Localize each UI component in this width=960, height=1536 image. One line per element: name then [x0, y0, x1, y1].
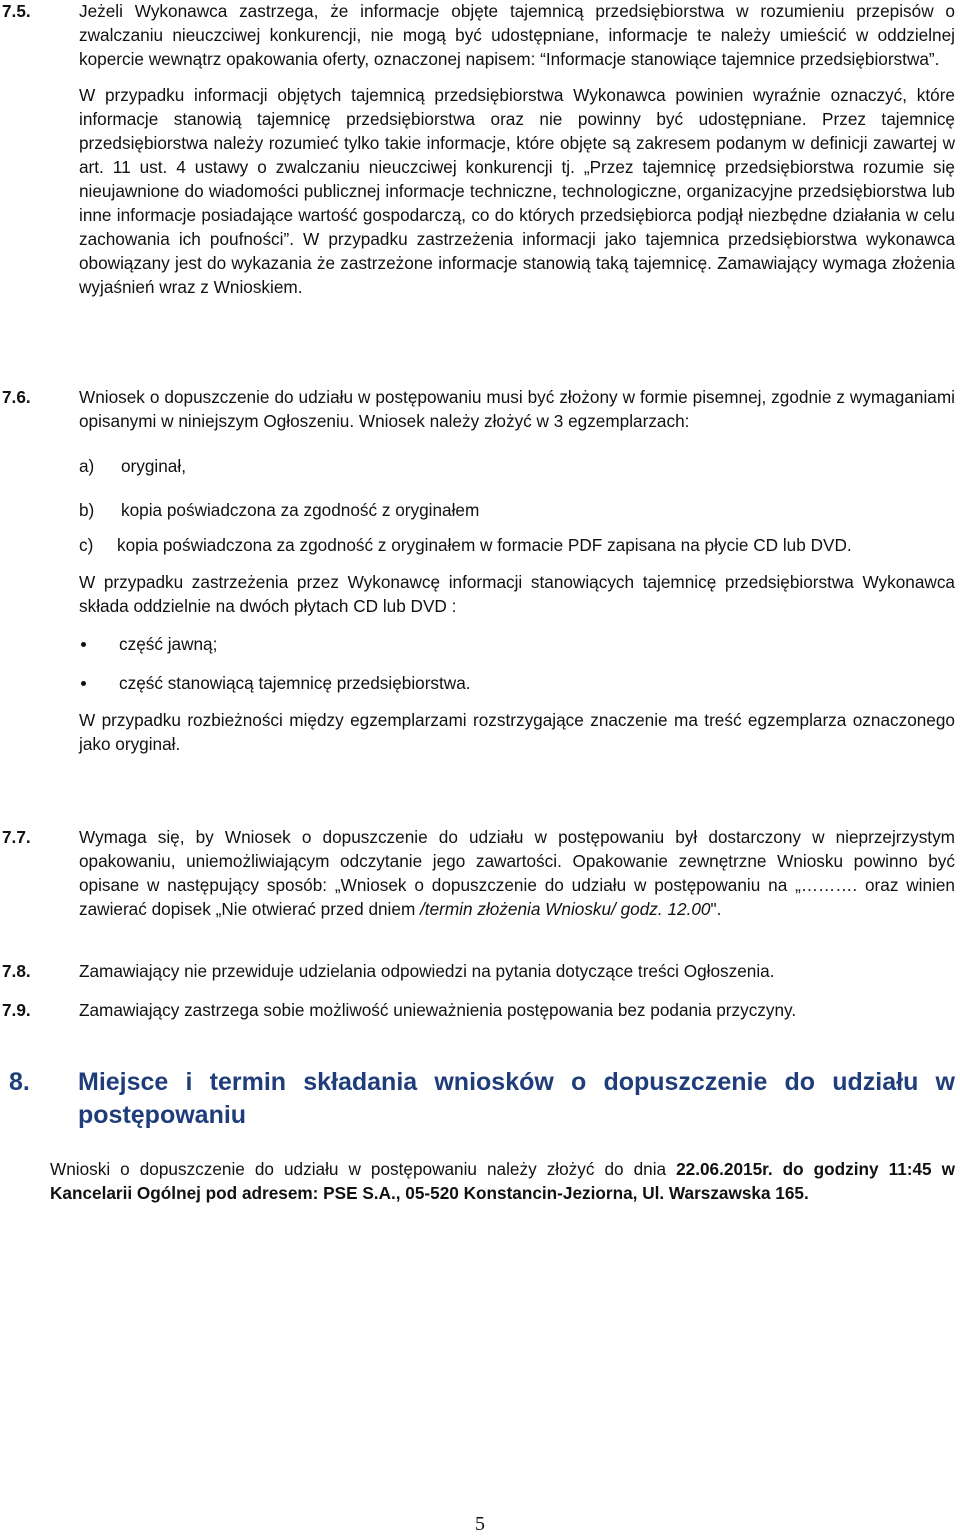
clause-paragraph: Wniosek o dopuszczenie do udziału w postępowaniu musi być złożony w formie pisemnej, zgodnie z wymaganiami opisanymi w niniejszym Ogłoszeniu. Wniosek należy złożyć w 3 egzemplarzach:: [79, 387, 955, 431]
bullet-list: [79, 632, 955, 695]
section-heading: [0, 1066, 955, 1132]
clause-paragraph: Zamawiający nie przewiduje udzielania odpowiedzi na pytania dotyczące treści Ogłoszenia.: [79, 961, 775, 981]
clause-paragraph: Jeżeli Wykonawca zastrzega, że informacje objęte tajemnicą przedsiębiorstwa w rozumieniu przepisów o zwalczaniu nieuczciwej konkurencji, nie mogą być udostępniane, informacje te należy umieścić w oddzielnej kopercie wewnątrz opakowania oferty, oznaczonej napisem: “Informacje stanowiące tajemnice przedsiębiorstwa”.: [79, 1, 955, 69]
clause-number: 7.7.: [2, 827, 31, 847]
clause-7-6: [0, 385, 955, 756]
clause-number: 7.5.: [2, 1, 31, 21]
clause-paragraph: W przypadku rozbieżności między egzemplarzami rozstrzygające znaczenie ma treść egzemplarza oznaczonego jako oryginał.: [79, 710, 955, 754]
list-item: część stanowiącą tajemnicę przedsiębiorstwa.: [79, 671, 955, 695]
clause-7-5: [0, 0, 955, 299]
list-item: b) kopia poświadczona za zgodność z oryginałem: [79, 500, 480, 520]
list-item: c) kopia poświadczona za zgodność z oryginałem w formacie PDF zapisana na płycie CD lub DVD.: [79, 535, 852, 555]
list-item: część jawną;: [79, 632, 955, 656]
lettered-list: [79, 454, 955, 557]
page-number: 5: [475, 1513, 485, 1535]
clause-number: 7.6.: [2, 387, 31, 407]
clause-7-7: [0, 825, 955, 921]
clause-paragraph: Wymaga się, by Wniosek o dopuszczenie do udziału w postępowaniu był dostarczony w nieprzejrzystym opakowaniu, uniemożliwiającym odczytanie jego zawartości. Opakowanie zewnętrzne Wniosku powinno być opisane w następujący sposób: „Wniosek o dopuszczenie do udziału w postępowaniu na „………. oraz winien zawierać dopisek „Nie otwierać przed dniem /termin złożenia Wniosku/ godz. 12.00".: [79, 827, 955, 919]
bullet-icon: [81, 642, 86, 647]
section-number: 8.: [9, 1068, 30, 1096]
clause-paragraph: W przypadku informacji objętych tajemnicą przedsiębiorstwa Wykonawca powinien wyraźnie oznaczyć, które informacje stanowią tajemnicę przedsiębiorstwa oraz nie powinny być udostępniane. Przez tajemnicę przedsiębiorstwa należy rozumieć tylko takie informacje, które objęte są zakresem podanym w definicji zawartej w art. 11 ust. 4 ustawy o zwalczaniu nieuczciwej konkurencji tj. „Przez tajemnicę przedsiębiorstwa rozumie się nieujawnione do wiadomości publicznej informacje techniczne, technologiczne, organizacyjne przedsiębiorstwa lub inne informacje posiadające wartość gospodarczą, co do których przedsiębiorca podjął niezbędne działania w celu zachowania ich poufności”. W przypadku zastrzeżenia informacji jako tajemnica przedsiębiorstwa wykonawca obowiązany jest do wykazania że zastrzeżone informacje stanowią taką tajemnicę. Zamawiający wymaga złożenia wyjaśnień wraz z Wnioskiem.: [79, 85, 955, 297]
clause-paragraph: Zamawiający zastrzega sobie możliwość unieważnienia postępowania bez podania przyczyny.: [79, 1000, 797, 1020]
section-body: Wnioski o dopuszczenie do udziału w postępowaniu należy złożyć do dnia 22.06.2015r. do godziny 11:45 w Kancelarii Ogólnej pod adresem: PSE S.A., 05-520 Konstancin-Jeziorna, Ul. Warszawska 165.: [50, 1159, 956, 1203]
bullet-icon: [81, 681, 86, 686]
clause-7-8: [0, 959, 955, 983]
list-item: a) oryginał,: [79, 456, 186, 476]
clause-number: 7.8.: [2, 961, 31, 981]
clause-number: 7.9.: [2, 1000, 31, 1020]
section-title: Miejsce i termin składania wniosków o dopuszczenie do udziału w postępowaniu: [78, 1068, 955, 1129]
clause-7-9: [0, 998, 955, 1022]
clause-paragraph: W przypadku zastrzeżenia przez Wykonawcę informacji stanowiących tajemnicę przedsiębiorstwa Wykonawca składa oddzielnie na dwóch płytach CD lub DVD :: [79, 572, 955, 616]
